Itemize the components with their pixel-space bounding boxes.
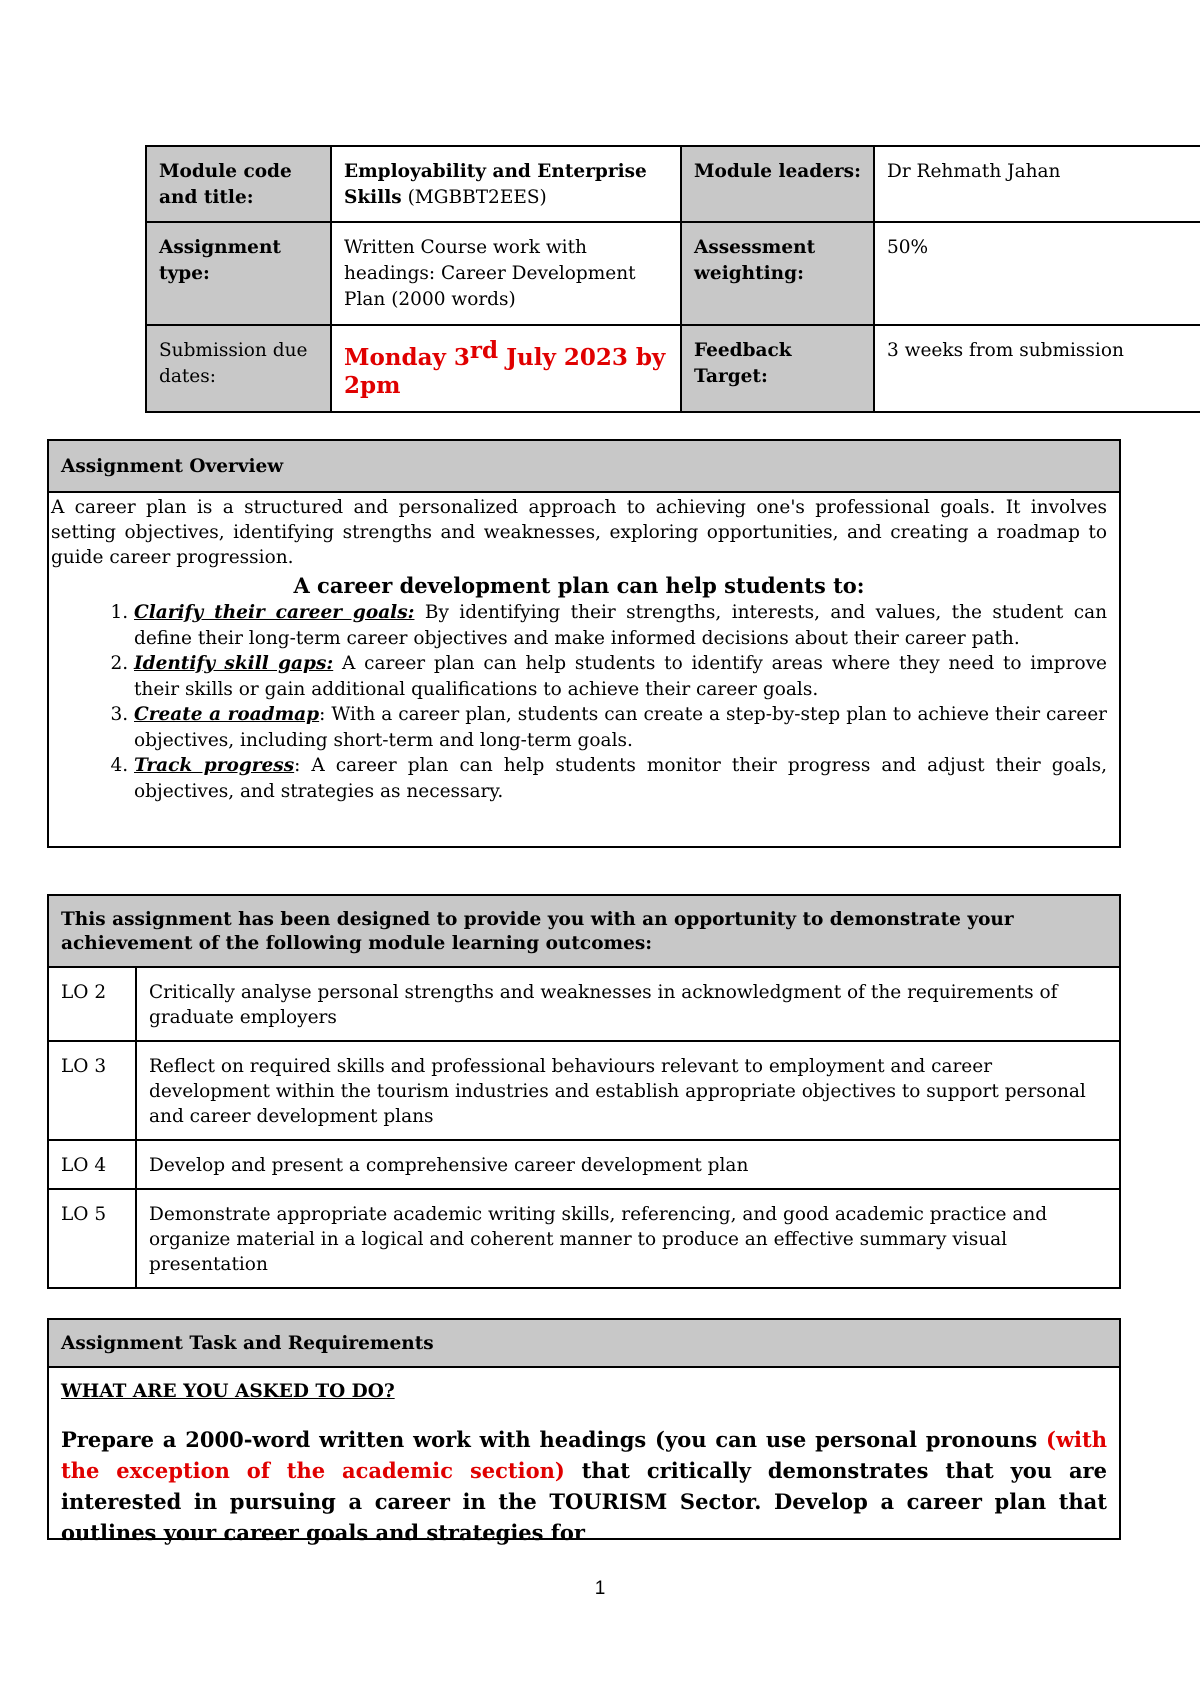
overview-heading: Assignment Overview bbox=[49, 441, 1119, 493]
assignment-type-label: Assignment type: bbox=[146, 222, 331, 325]
lo-text: Reflect on required skills and professional behaviours relevant to employment and career development within the tourism industries and establish appropriate objectives to support personal and career development plans bbox=[136, 1041, 1119, 1140]
task-question: WHAT ARE YOU ASKED TO DO? bbox=[61, 1381, 395, 1402]
list-item-term: Clarify their career goals: bbox=[134, 602, 415, 623]
task-paragraph bbox=[61, 1424, 1107, 1548]
assessment-weighting-value: 50% bbox=[874, 222, 1200, 325]
overview-subheading: A career development plan can help students to: bbox=[293, 573, 865, 598]
lo-code: LO 3 bbox=[49, 1041, 136, 1140]
outcomes-heading: This assignment has been designed to provide you with an opportunity to demonstrate your achievement of the following module learning outcomes: bbox=[49, 896, 1119, 968]
assessment-weighting-label: Assessment weighting: bbox=[681, 222, 874, 325]
module-info-table bbox=[145, 145, 1200, 413]
due-date-day: Monday 3 bbox=[344, 344, 470, 372]
table-row bbox=[49, 1189, 1119, 1287]
lo-text: Demonstrate appropriate academic writing skills, referencing, and good academic practice and organize material in a logical and coherent manner to produce an effective summary visual presentation bbox=[136, 1189, 1119, 1287]
list-item bbox=[134, 600, 1107, 651]
page-number: 1 bbox=[594, 1578, 606, 1599]
module-code: (MGBBT2EES) bbox=[407, 187, 547, 208]
overview-list bbox=[51, 600, 1107, 804]
task-heading: Assignment Task and Requirements bbox=[49, 1320, 1119, 1368]
list-item-term: Create a roadmap bbox=[134, 704, 320, 725]
list-item-text: By identifying their strengths, interests, and values, the student can define their long-term career objectives and make informed decisions about their career path. bbox=[134, 602, 1108, 649]
list-item-term: Identify skill gaps: bbox=[134, 653, 334, 674]
learning-outcomes-section bbox=[47, 894, 1121, 1289]
task-body bbox=[49, 1368, 1119, 1548]
list-item bbox=[134, 753, 1107, 804]
list-item-text: A career plan can help students to identify areas where they need to improve their skills or gain additional qualifications to achieve their career goals. bbox=[134, 653, 1107, 700]
module-title: Employability and Enterprise Skills bbox=[344, 161, 647, 208]
list-item-text: : With a career plan, students can create a step-by-step plan to achieve their career objectives, including short-term and long-term goals. bbox=[134, 704, 1108, 751]
due-date-rest: July 2023 by 2pm bbox=[344, 344, 666, 400]
table-row bbox=[49, 1041, 1119, 1140]
module-leaders-value: Dr Rehmath Jahan bbox=[874, 146, 1200, 222]
task-para-start: Prepare a 2000-word written work with headings (you can use personal pronouns bbox=[61, 1427, 1047, 1452]
lo-code: LO 4 bbox=[49, 1140, 136, 1189]
lo-text: Develop and present a comprehensive career development plan bbox=[136, 1140, 1119, 1189]
task-para-red: (with the exception of the academic section) bbox=[61, 1427, 1107, 1483]
lo-code: LO 5 bbox=[49, 1189, 136, 1287]
feedback-target-value: 3 weeks from submission bbox=[874, 325, 1200, 412]
module-code-label: Module code and title: bbox=[146, 146, 331, 222]
assignment-task-section bbox=[47, 1318, 1121, 1545]
lo-text: Critically analyse personal strengths and weaknesses in acknowledgment of the requirements of graduate employers bbox=[149, 982, 1058, 1028]
module-title-cell bbox=[331, 146, 681, 222]
table-row bbox=[49, 968, 1119, 1041]
table-row bbox=[49, 1140, 1119, 1189]
learning-outcomes-table bbox=[49, 968, 1119, 1287]
module-leaders-label: Module leaders: bbox=[681, 146, 874, 222]
task-para-end: that critically demonstrates that you are interested in pursuing a career in the TOURISM Sector. Develop a career plan that outlines your career goals and strategies for bbox=[61, 1458, 1107, 1545]
submission-due-label: Submission due dates: bbox=[146, 325, 331, 412]
list-item bbox=[134, 702, 1107, 753]
overview-body bbox=[49, 493, 1119, 804]
due-date-suffix: rd bbox=[469, 337, 499, 364]
overview-intro: A career plan is a structured and personalized approach to achieving one's professional goals. It involves setting objectives, identifying strengths and weaknesses, exploring opportunities, and creating a roadmap to guide career progression. bbox=[51, 497, 1107, 568]
list-item-text: : A career plan can help students monitor their progress and adjust their goals, objectives, and strategies as necessary. bbox=[134, 755, 1108, 802]
list-item-term: Track progress bbox=[134, 755, 295, 776]
assignment-type-value: Written Course work with headings: Career Development Plan (2000 words) bbox=[331, 222, 681, 325]
submission-due-value bbox=[331, 325, 681, 412]
list-item bbox=[134, 651, 1107, 702]
lo-code: LO 2 bbox=[49, 968, 136, 1041]
assignment-overview-section bbox=[47, 439, 1121, 848]
feedback-target-label: Feedback Target: bbox=[681, 325, 874, 412]
